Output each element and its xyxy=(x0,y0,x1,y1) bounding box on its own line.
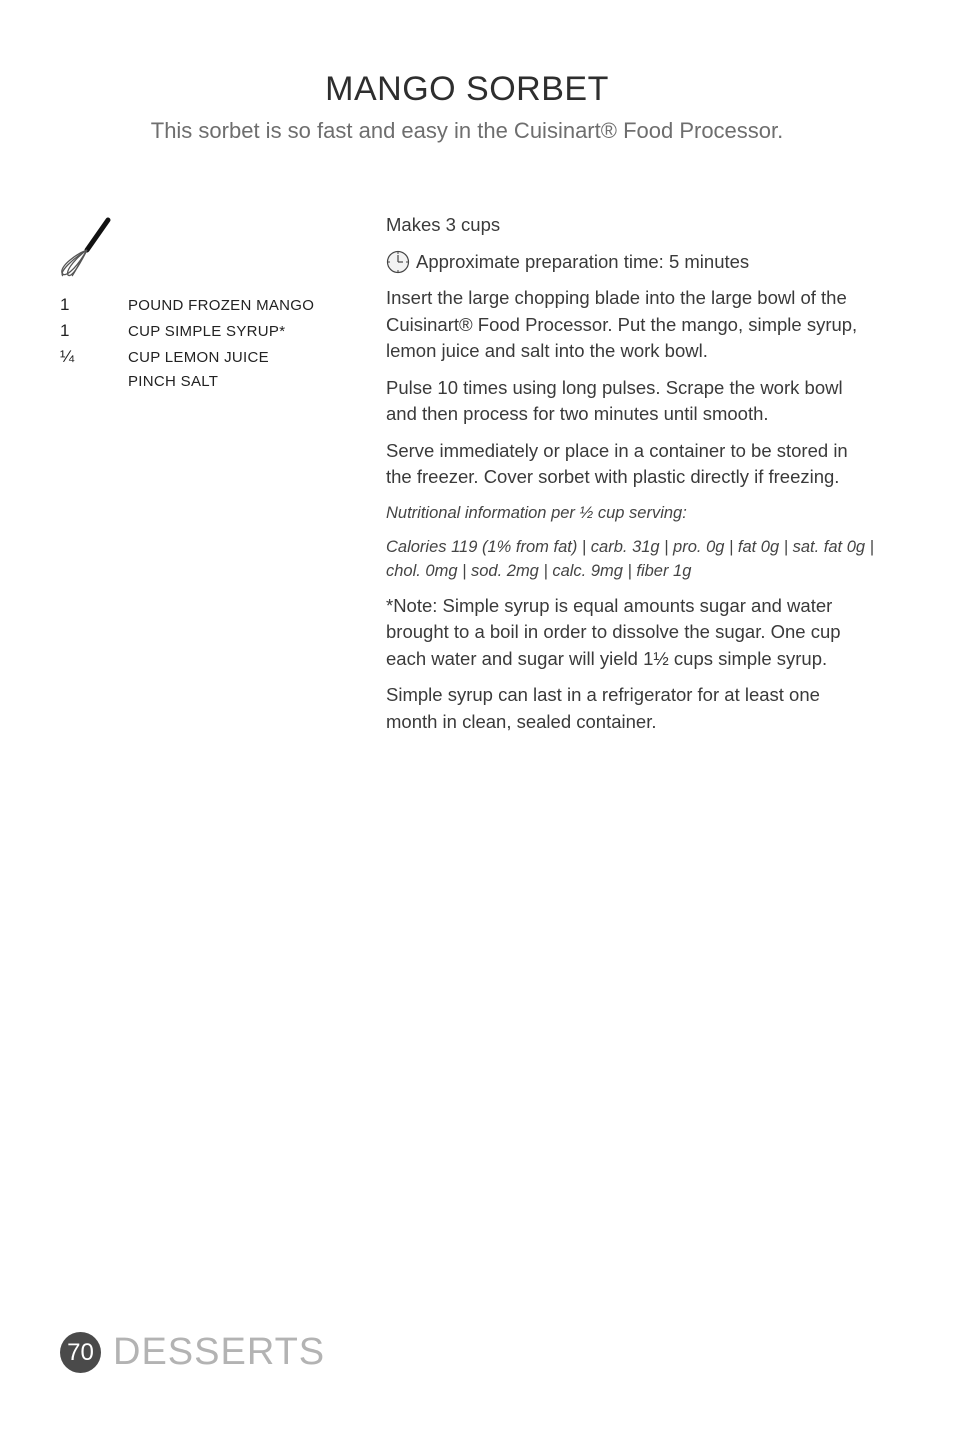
ingredient-quantity: 1 xyxy=(60,295,70,314)
note-text: Simple syrup can last in a refrigerator for at least one month in clean, sealed container. xyxy=(386,684,820,732)
recipe-title: MANGO SORBET xyxy=(325,70,609,108)
ingredient-name: CUP LEMON JUICE xyxy=(128,349,269,366)
recipe-instructions xyxy=(386,212,876,745)
ingredient-item xyxy=(60,321,360,347)
ingredient-name: POUND FROZEN MANGO xyxy=(128,297,315,314)
ingredient-item xyxy=(60,347,360,373)
nutrition-info xyxy=(386,501,876,583)
ingredient-list xyxy=(60,295,360,399)
ingredient-name: PINCH SALT xyxy=(128,373,219,390)
section-title: DESSERTS xyxy=(113,1331,326,1373)
whisk-icon xyxy=(56,216,114,280)
page-footer xyxy=(60,1331,325,1374)
recipe-subtitle: This sorbet is so fast and easy in the Cuisinart® Food Processor. xyxy=(150,118,784,143)
prep-time xyxy=(386,249,876,276)
step-text: Serve immediately or place in a container to be stored in the freezer. Cover sorbet with plastic directly if freezing. xyxy=(386,439,848,487)
nutrition-values: Calories 119 (1% from fat) | carb. 31g | pro. 0g | fat 0g | sat. fat 0g | chol. 0mg | sod. 2mg | calc. 9mg | fiber 1g xyxy=(386,537,874,580)
prep-time-text: Approximate preparation time: 5 minutes xyxy=(416,250,750,272)
ingredient-quantity: ¼ xyxy=(60,347,75,366)
clock-icon xyxy=(386,250,410,274)
ingredient-item xyxy=(60,295,360,321)
note-text: *Note: Simple syrup is equal amounts sugar and water brought to a boil in order to dissolve the sugar. One cup each water and sugar will yield 1½ cups simple syrup. xyxy=(386,594,841,669)
recipe-yield: Makes 3 cups xyxy=(386,214,501,235)
ingredient-name: CUP SIMPLE SYRUP* xyxy=(128,323,286,340)
step-text: Insert the large chopping blade into the large bowl of the Cuisinart® Food Processor. Put the mango, simple syrup, lemon juice and salt into the work bowl. xyxy=(386,287,858,361)
step-text: Pulse 10 times using long pulses. Scrape the work bowl and then process for two minutes until smooth. xyxy=(386,376,843,424)
ingredient-quantity: 1 xyxy=(60,321,70,340)
page-number-badge: 70 xyxy=(60,1332,101,1373)
nutrition-title: Nutritional information per ½ cup serving: xyxy=(386,503,687,522)
ingredient-item xyxy=(60,373,360,399)
